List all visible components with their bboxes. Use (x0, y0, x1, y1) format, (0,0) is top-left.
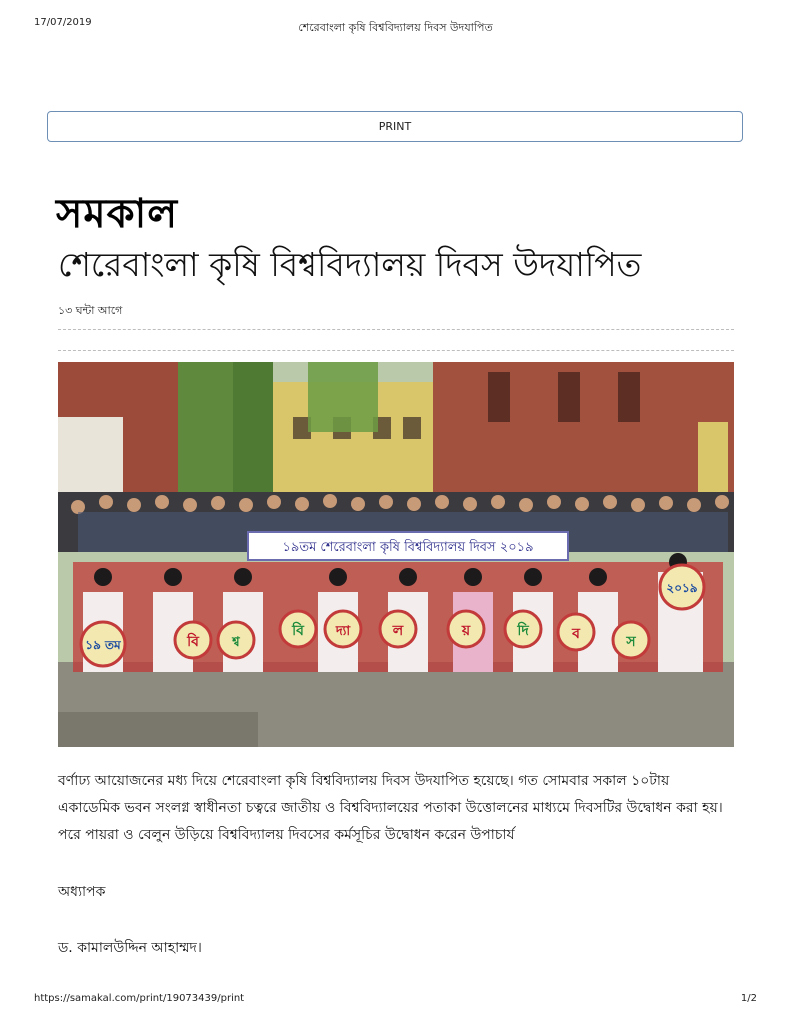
paragraph-3: ড. কামালউদ্দিন আহাম্মদ। (58, 940, 202, 956)
samakal-logo: সমকাল (56, 190, 179, 237)
paragraph-1: বর্ণাঢ্য আয়োজনের মধ্য দিয়ে শেরেবাংলা কৃষি বিশ্ববিদ্যালয় দিবস উদযাপিত হয়েছে। গত সোমবার সকাল ১০টায় একাডেমিক ভবন সংলগ্ন স্বাধীনতা চত্বরে জাতীয় ও বিশ্ববিদ্যালয়ের পতাকা উত্তোলনের মাধ্যমে দিবসটির উদ্বোধন করা হয়। পরে পায়রা ও বেলুন উড়িয়ে বিশ্ববিদ্যালয় দিবসের কর্মসূচির উদ্বোধন করেন উপাচার্য (58, 773, 723, 843)
article-photo (58, 362, 734, 747)
article-headline: শেরেবাংলা কৃষি বিশ্ববিদ্যালয় দিবস উদযাপিত (58, 245, 642, 284)
paragraph-2: অধ্যাপক (58, 884, 106, 900)
plate-letter: বি (292, 623, 304, 639)
print-button[interactable]: PRINT (47, 111, 743, 142)
print-date: 17/07/2019 (34, 17, 92, 28)
plate-letter: বি (187, 634, 199, 650)
banner-text: ১৯তম শেরেবাংলা কৃষি বিশ্ববিদ্যালয় দিবস ২০১৯ (282, 540, 534, 555)
article-body (58, 768, 734, 849)
divider (58, 350, 734, 351)
plate-letter: ল (392, 623, 404, 639)
footer-url: https://samakal.com/print/19073439/print (34, 993, 245, 1004)
plate-letter: ব (572, 626, 580, 642)
plate-19: ১৯ তম (85, 638, 121, 652)
document-title: শেরেবাংলা কৃষি বিশ্ববিদ্যালয় দিবস উদযাপিত (298, 21, 493, 34)
plate-letter: স (626, 634, 636, 650)
page-number: 1/2 (740, 993, 757, 1004)
divider (58, 329, 734, 330)
publish-time: ১৩ ঘন্টা আগে (58, 304, 123, 317)
plate-letter: শ্ব (232, 635, 240, 650)
plate-letter: য় (461, 623, 471, 639)
plate-letter: দি (517, 623, 529, 639)
plate-year: ২০১৯ (666, 581, 698, 595)
plate-letter: দ্যা (335, 624, 351, 639)
